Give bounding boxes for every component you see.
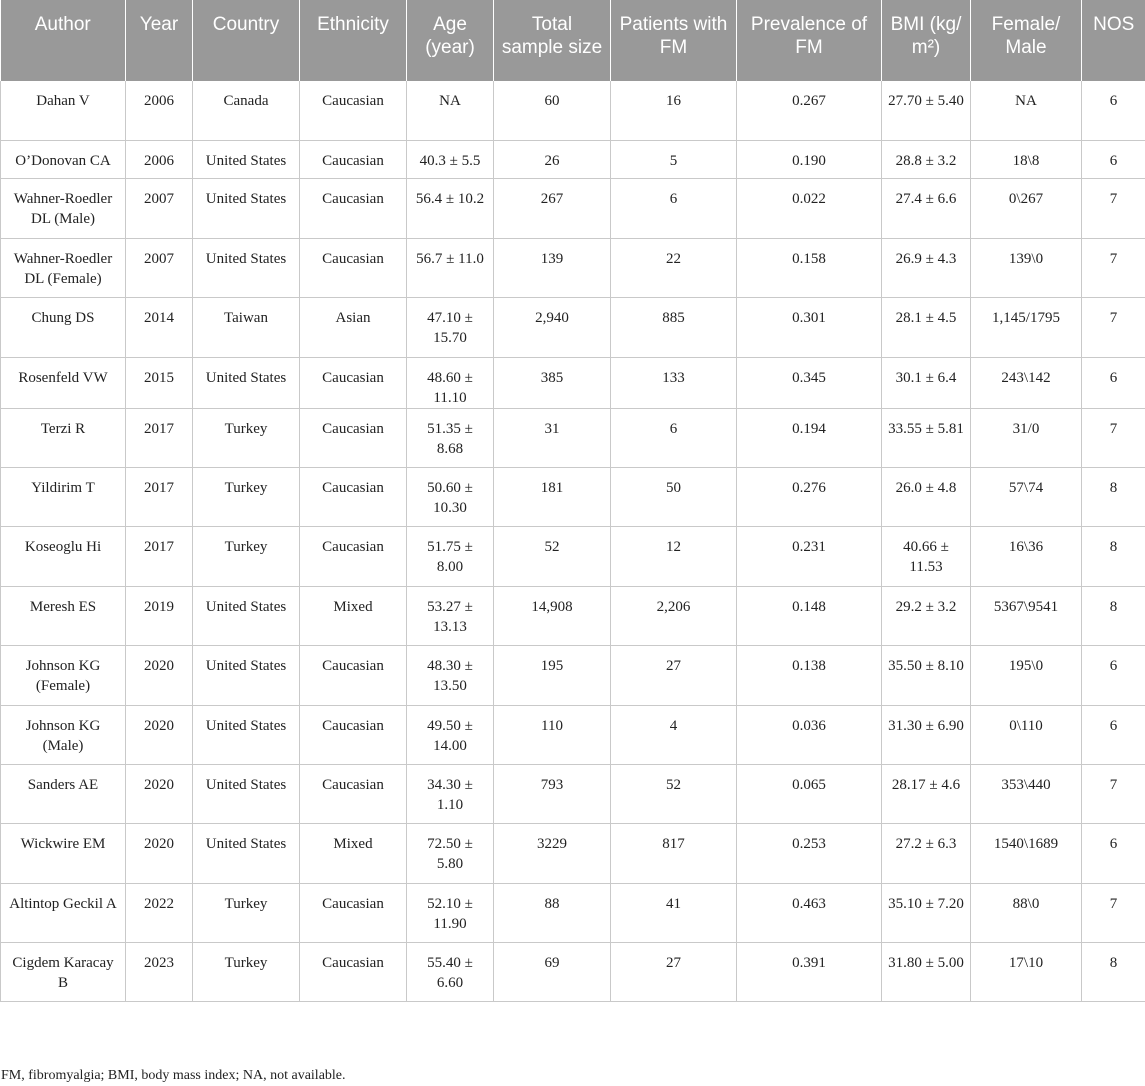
cell-female-male: 57\74 [971, 467, 1082, 526]
cell-ethnicity: Caucasian [300, 705, 407, 764]
cell-prevalence-of-fm: 0.391 [737, 943, 882, 1002]
cell-author: Rosenfeld VW [1, 357, 126, 408]
cell-total-sample-size: 2,940 [494, 298, 611, 357]
cell-prevalence-of-fm: 0.190 [737, 140, 882, 179]
cell-age: 56.7 ± 11.0 [407, 238, 494, 297]
cell-total-sample-size: 60 [494, 81, 611, 140]
header-female-male: Female/ Male [971, 0, 1082, 81]
cell-nos: 8 [1082, 527, 1145, 586]
cell-nos: 7 [1082, 238, 1145, 297]
cell-country: Turkey [193, 943, 300, 1002]
header-ethnicity: Ethnicity [300, 0, 407, 81]
cell-year: 2007 [126, 179, 193, 238]
cell-year: 2022 [126, 883, 193, 942]
cell-total-sample-size: 181 [494, 467, 611, 526]
cell-prevalence-of-fm: 0.148 [737, 586, 882, 645]
cell-year: 2014 [126, 298, 193, 357]
cell-country: Taiwan [193, 298, 300, 357]
cell-age: 48.60 ± 11.10 [407, 357, 494, 408]
cell-total-sample-size: 195 [494, 646, 611, 705]
cell-bmi: 27.4 ± 6.6 [882, 179, 971, 238]
cell-year: 2020 [126, 646, 193, 705]
header-author: Author [1, 0, 126, 81]
cell-nos: 7 [1082, 408, 1145, 467]
table-row [1, 764, 1145, 823]
cell-patients-with-fm: 4 [611, 705, 737, 764]
cell-ethnicity: Caucasian [300, 140, 407, 179]
cell-total-sample-size: 52 [494, 527, 611, 586]
cell-patients-with-fm: 133 [611, 357, 737, 408]
cell-prevalence-of-fm: 0.194 [737, 408, 882, 467]
cell-bmi: 40.66 ± 11.53 [882, 527, 971, 586]
cell-year: 2006 [126, 140, 193, 179]
cell-year: 2020 [126, 764, 193, 823]
cell-author: Wickwire EM [1, 824, 126, 883]
cell-total-sample-size: 793 [494, 764, 611, 823]
cell-author: Cigdem Karacay B [1, 943, 126, 1002]
table-row [1, 883, 1145, 942]
table-row [1, 179, 1145, 238]
cell-author: Altintop Geckil A [1, 883, 126, 942]
cell-country: United States [193, 646, 300, 705]
cell-age: 48.30 ± 13.50 [407, 646, 494, 705]
cell-age: 34.30 ± 1.10 [407, 764, 494, 823]
cell-year: 2020 [126, 824, 193, 883]
cell-bmi: 29.2 ± 3.2 [882, 586, 971, 645]
table-row [1, 140, 1145, 179]
table-row [1, 646, 1145, 705]
cell-female-male: 5367\9541 [971, 586, 1082, 645]
cell-nos: 6 [1082, 824, 1145, 883]
cell-year: 2020 [126, 705, 193, 764]
table-row [1, 81, 1145, 140]
header-total-sample-size: Total sample size [494, 0, 611, 81]
cell-female-male: 17\10 [971, 943, 1082, 1002]
cell-age: NA [407, 81, 494, 140]
cell-author: Yildirim T [1, 467, 126, 526]
cell-age: 55.40 ± 6.60 [407, 943, 494, 1002]
cell-ethnicity: Caucasian [300, 238, 407, 297]
cell-bmi: 30.1 ± 6.4 [882, 357, 971, 408]
table-row [1, 527, 1145, 586]
cell-ethnicity: Caucasian [300, 943, 407, 1002]
cell-age: 52.10 ± 11.90 [407, 883, 494, 942]
cell-ethnicity: Caucasian [300, 408, 407, 467]
cell-ethnicity: Caucasian [300, 883, 407, 942]
cell-bmi: 28.17 ± 4.6 [882, 764, 971, 823]
cell-total-sample-size: 3229 [494, 824, 611, 883]
cell-total-sample-size: 88 [494, 883, 611, 942]
cell-patients-with-fm: 16 [611, 81, 737, 140]
cell-prevalence-of-fm: 0.253 [737, 824, 882, 883]
header-patients-with-fm: Patients with FM [611, 0, 737, 81]
cell-patients-with-fm: 12 [611, 527, 737, 586]
cell-female-male: 353\440 [971, 764, 1082, 823]
cell-total-sample-size: 31 [494, 408, 611, 467]
cell-ethnicity: Caucasian [300, 467, 407, 526]
cell-female-male: 0\267 [971, 179, 1082, 238]
cell-nos: 7 [1082, 764, 1145, 823]
cell-country: United States [193, 764, 300, 823]
cell-year: 2019 [126, 586, 193, 645]
cell-age: 49.50 ± 14.00 [407, 705, 494, 764]
cell-age: 47.10 ± 15.70 [407, 298, 494, 357]
cell-author: Johnson KG (Female) [1, 646, 126, 705]
cell-prevalence-of-fm: 0.301 [737, 298, 882, 357]
cell-country: Turkey [193, 467, 300, 526]
cell-nos: 7 [1082, 883, 1145, 942]
cell-country: Canada [193, 81, 300, 140]
header-row [1, 0, 1145, 81]
table-row [1, 238, 1145, 297]
cell-author: Dahan V [1, 81, 126, 140]
cell-ethnicity: Caucasian [300, 179, 407, 238]
cell-ethnicity: Asian [300, 298, 407, 357]
cell-total-sample-size: 385 [494, 357, 611, 408]
table-row [1, 824, 1145, 883]
table-footnote: FM, fibromyalgia; BMI, body mass index; NA, not available. [1, 1068, 346, 1083]
header-age: Age (year) [407, 0, 494, 81]
cell-ethnicity: Caucasian [300, 764, 407, 823]
cell-patients-with-fm: 5 [611, 140, 737, 179]
cell-bmi: 27.70 ± 5.40 [882, 81, 971, 140]
cell-female-male: 1,145/1795 [971, 298, 1082, 357]
cell-ethnicity: Caucasian [300, 357, 407, 408]
cell-total-sample-size: 26 [494, 140, 611, 179]
cell-bmi: 28.8 ± 3.2 [882, 140, 971, 179]
table-row [1, 943, 1145, 1002]
cell-prevalence-of-fm: 0.138 [737, 646, 882, 705]
cell-age: 51.75 ± 8.00 [407, 527, 494, 586]
cell-patients-with-fm: 6 [611, 179, 737, 238]
cell-female-male: 16\36 [971, 527, 1082, 586]
cell-year: 2015 [126, 357, 193, 408]
cell-year: 2017 [126, 408, 193, 467]
cell-year: 2023 [126, 943, 193, 1002]
cell-year: 2007 [126, 238, 193, 297]
cell-prevalence-of-fm: 0.267 [737, 81, 882, 140]
cell-female-male: 0\110 [971, 705, 1082, 764]
cell-ethnicity: Caucasian [300, 81, 407, 140]
cell-year: 2006 [126, 81, 193, 140]
cell-prevalence-of-fm: 0.345 [737, 357, 882, 408]
cell-nos: 6 [1082, 357, 1145, 408]
cell-year: 2017 [126, 467, 193, 526]
header-country: Country [193, 0, 300, 81]
cell-female-male: 31/0 [971, 408, 1082, 467]
table-row [1, 298, 1145, 357]
cell-prevalence-of-fm: 0.022 [737, 179, 882, 238]
cell-author: Johnson KG (Male) [1, 705, 126, 764]
cell-nos: 8 [1082, 586, 1145, 645]
cell-total-sample-size: 139 [494, 238, 611, 297]
cell-ethnicity: Mixed [300, 586, 407, 645]
cell-country: United States [193, 586, 300, 645]
cell-bmi: 28.1 ± 4.5 [882, 298, 971, 357]
table-body [1, 81, 1145, 1002]
table-row [1, 408, 1145, 467]
cell-prevalence-of-fm: 0.158 [737, 238, 882, 297]
cell-patients-with-fm: 27 [611, 646, 737, 705]
cell-author: Koseoglu Hi [1, 527, 126, 586]
cell-nos: 6 [1082, 705, 1145, 764]
cell-country: United States [193, 357, 300, 408]
cell-patients-with-fm: 817 [611, 824, 737, 883]
cell-author: Meresh ES [1, 586, 126, 645]
cell-country: United States [193, 238, 300, 297]
cell-prevalence-of-fm: 0.036 [737, 705, 882, 764]
cell-author: Chung DS [1, 298, 126, 357]
table-row [1, 467, 1145, 526]
cell-author: Sanders AE [1, 764, 126, 823]
cell-bmi: 35.50 ± 8.10 [882, 646, 971, 705]
cell-total-sample-size: 267 [494, 179, 611, 238]
cell-patients-with-fm: 27 [611, 943, 737, 1002]
cell-bmi: 35.10 ± 7.20 [882, 883, 971, 942]
cell-country: Turkey [193, 408, 300, 467]
cell-age: 51.35 ± 8.68 [407, 408, 494, 467]
cell-bmi: 31.80 ± 5.00 [882, 943, 971, 1002]
cell-female-male: 18\8 [971, 140, 1082, 179]
header-nos: NOS [1082, 0, 1145, 81]
table-row [1, 705, 1145, 764]
cell-age: 50.60 ± 10.30 [407, 467, 494, 526]
cell-female-male: 195\0 [971, 646, 1082, 705]
cell-nos: 6 [1082, 646, 1145, 705]
cell-prevalence-of-fm: 0.231 [737, 527, 882, 586]
cell-bmi: 33.55 ± 5.81 [882, 408, 971, 467]
cell-country: United States [193, 705, 300, 764]
cell-age: 53.27 ± 13.13 [407, 586, 494, 645]
cell-country: Turkey [193, 883, 300, 942]
cell-female-male: 139\0 [971, 238, 1082, 297]
cell-patients-with-fm: 22 [611, 238, 737, 297]
cell-female-male: 243\142 [971, 357, 1082, 408]
cell-author: Wahner-Roedler DL (Male) [1, 179, 126, 238]
header-year: Year [126, 0, 193, 81]
table-row [1, 357, 1145, 408]
cell-country: Turkey [193, 527, 300, 586]
cell-ethnicity: Caucasian [300, 527, 407, 586]
table-row [1, 586, 1145, 645]
cell-bmi: 31.30 ± 6.90 [882, 705, 971, 764]
cell-patients-with-fm: 6 [611, 408, 737, 467]
cell-nos: 7 [1082, 298, 1145, 357]
cell-year: 2017 [126, 527, 193, 586]
cell-prevalence-of-fm: 0.276 [737, 467, 882, 526]
cell-female-male: 1540\1689 [971, 824, 1082, 883]
cell-patients-with-fm: 2,206 [611, 586, 737, 645]
cell-patients-with-fm: 41 [611, 883, 737, 942]
cell-country: United States [193, 140, 300, 179]
cell-age: 40.3 ± 5.5 [407, 140, 494, 179]
cell-country: United States [193, 824, 300, 883]
cell-author: Wahner-Roedler DL (Female) [1, 238, 126, 297]
header-bmi: BMI (kg/ m²) [882, 0, 971, 81]
cell-female-male: NA [971, 81, 1082, 140]
cell-nos: 8 [1082, 943, 1145, 1002]
cell-total-sample-size: 69 [494, 943, 611, 1002]
cell-bmi: 27.2 ± 6.3 [882, 824, 971, 883]
cell-nos: 6 [1082, 140, 1145, 179]
cell-author: Terzi R [1, 408, 126, 467]
header-prevalence-of-fm: Prevalence of FM [737, 0, 882, 81]
cell-nos: 8 [1082, 467, 1145, 526]
cell-nos: 7 [1082, 179, 1145, 238]
cell-prevalence-of-fm: 0.463 [737, 883, 882, 942]
cell-ethnicity: Caucasian [300, 646, 407, 705]
cell-author: O’Donovan CA [1, 140, 126, 179]
cell-prevalence-of-fm: 0.065 [737, 764, 882, 823]
cell-age: 72.50 ± 5.80 [407, 824, 494, 883]
cell-country: United States [193, 179, 300, 238]
cell-total-sample-size: 110 [494, 705, 611, 764]
cell-age: 56.4 ± 10.2 [407, 179, 494, 238]
cell-patients-with-fm: 50 [611, 467, 737, 526]
cell-ethnicity: Mixed [300, 824, 407, 883]
cell-bmi: 26.0 ± 4.8 [882, 467, 971, 526]
cell-bmi: 26.9 ± 4.3 [882, 238, 971, 297]
cell-nos: 6 [1082, 81, 1145, 140]
cell-patients-with-fm: 52 [611, 764, 737, 823]
cell-total-sample-size: 14,908 [494, 586, 611, 645]
cell-patients-with-fm: 885 [611, 298, 737, 357]
cell-female-male: 88\0 [971, 883, 1082, 942]
